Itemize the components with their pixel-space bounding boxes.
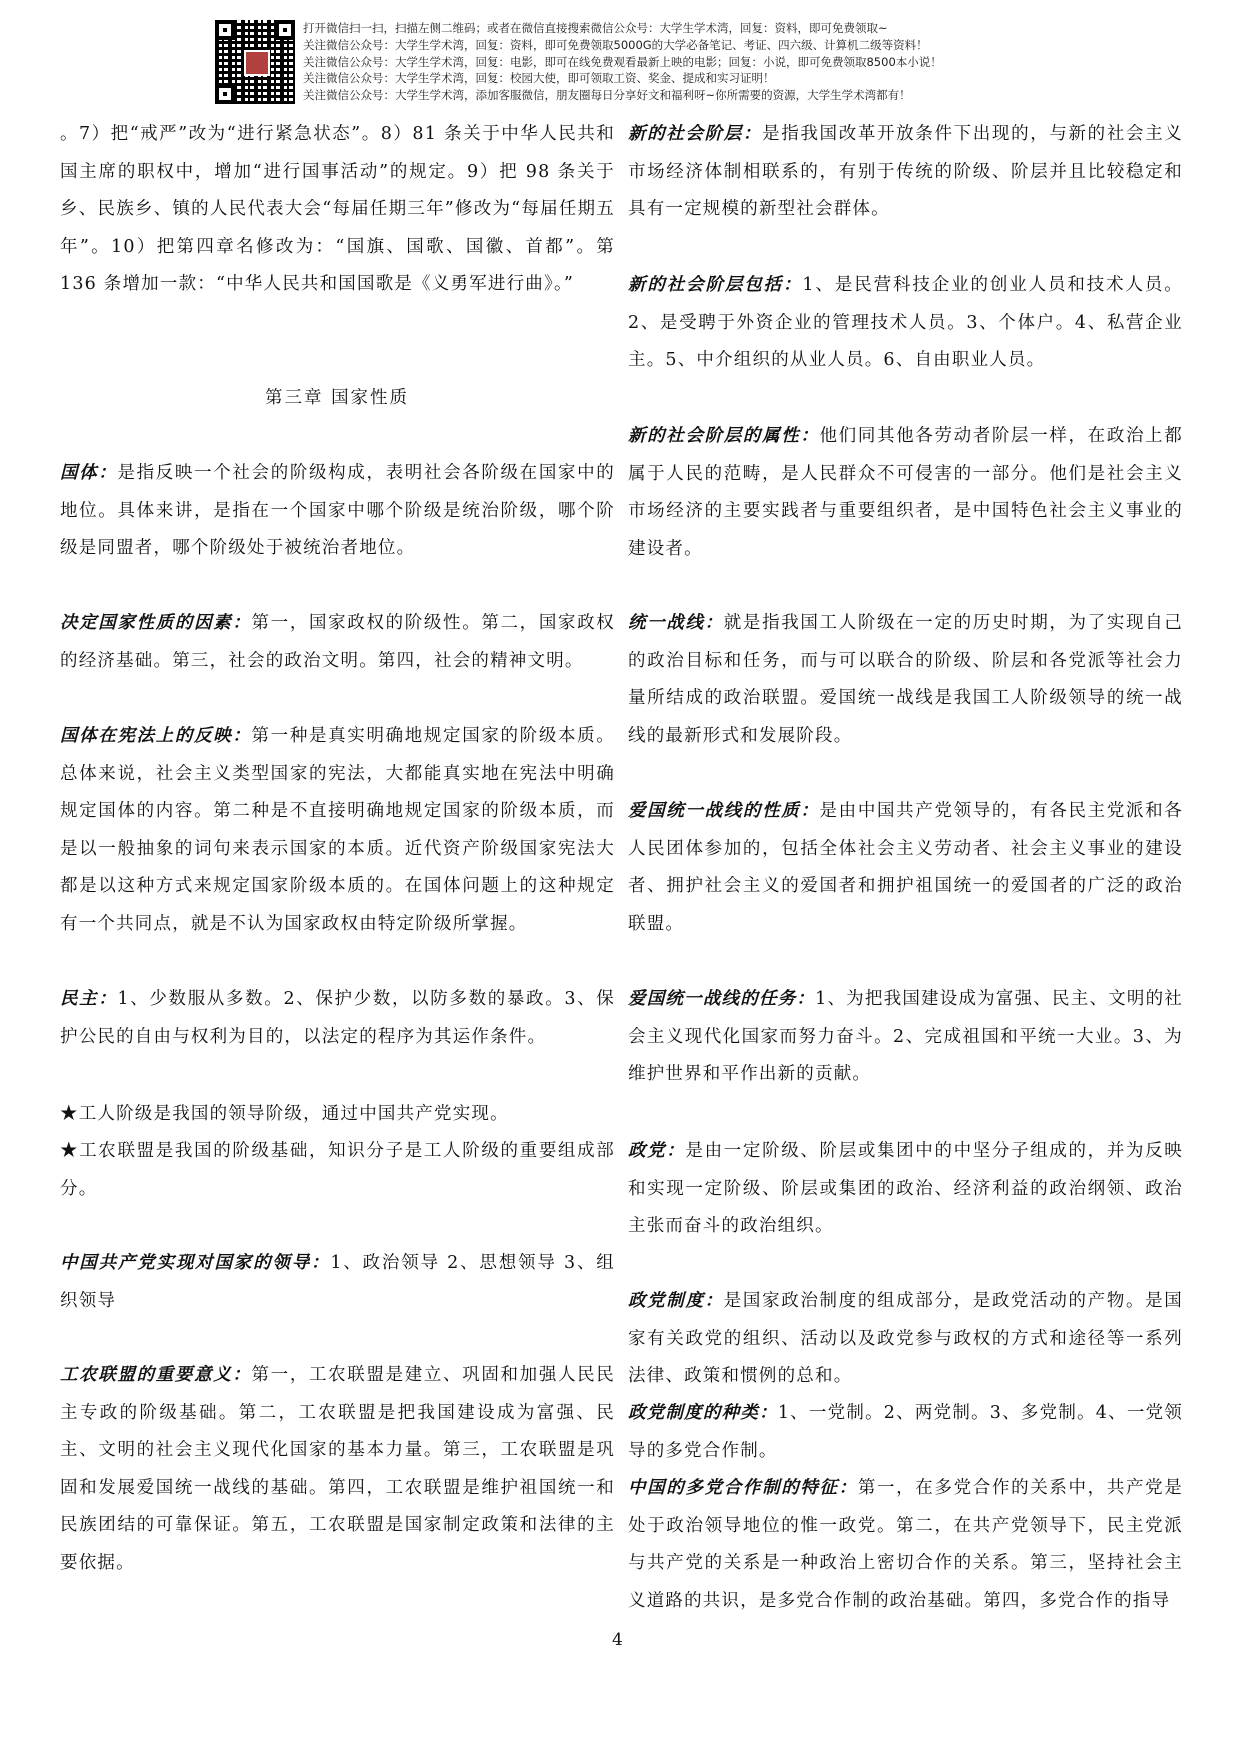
paragraph-body: ★工人阶级是我国的领导阶级，通过中国共产党实现。 [60, 1104, 509, 1124]
paragraph [60, 1133, 615, 1208]
banner-text [303, 20, 942, 106]
paragraph [60, 1245, 615, 1320]
paragraph [628, 981, 1183, 1094]
paragraph [628, 605, 1183, 755]
paragraph-body: 是指我国改革开放条件下出现的，与新的社会主义市场经济体制相联系的，有别于传统的阶级、阶层并且比较稳定和具有一定规模的新型社会群体。 [628, 124, 1183, 220]
paragraph [628, 1395, 1183, 1470]
paragraph [60, 1096, 615, 1134]
paragraph-body: 是国家政治制度的组成部分，是政党活动的产物。是国家有关政党的组织、活动以及政党参与政权的方式和途径等一系列法律、政策和惯例的总和。 [628, 1291, 1183, 1387]
term: 中国共产党实现对国家的领导： [60, 1253, 331, 1273]
banner-line: 关注微信公众号：大学生学术湾，回复：电影，即可在线免费观看最新上映的电影；回复：小说，即可免费领取8500本小说！ [303, 54, 942, 69]
paragraph-body: 1、一党制。2、两党制。3、多党制。4、一党领导的多党合作制。 [628, 1403, 1183, 1461]
paragraph-body: 是由中国共产党领导的，有各民主党派和各人民团体参加的，包括全体社会主义劳动者、社会主义事业的建设者、拥护社会主义的爱国者和拥护祖国统一的爱国者的广泛的政治联盟。 [628, 801, 1183, 934]
paragraph [628, 793, 1183, 943]
term: 国体： [60, 463, 118, 483]
qr-code [215, 20, 295, 104]
banner-line: 关注微信公众号：大学生学术湾，回复：资料，即可免费领取5000G的大学必备笔记、考证、四六级、计算机二级等资料！ [303, 37, 928, 52]
paragraph [628, 1133, 1183, 1246]
paragraph [628, 418, 1183, 568]
paragraph [60, 981, 615, 1056]
paragraph-body: 1、少数服从多数。2、保护少数，以防多数的暴政。3、保护公民的自由与权利为目的，以法定的程序为其运作条件。 [60, 989, 615, 1047]
paragraph-body: 第一种是真实明确地规定国家的阶级本质。总体来说，社会主义类型国家的宪法，大都能真实地在宪法中明确规定国体的内容。第二种是不直接明确地规定国家的阶级本质，而是以一般抽象的词句来表示国家的本质。近代资产阶级国家宪法大都是以这种方式来规定国家阶级本质的。在国体问题上的这种规定有一个共同点，就是不认为国家政权由特定阶级所掌握。 [60, 726, 615, 934]
qr-logo [244, 50, 270, 76]
paragraph-body: 是指反映一个社会的阶级构成，表明社会各阶级在国家中的地位。具体来讲，是指在一个国家中哪个阶级是统治阶级，哪个阶级是同盟者，哪个阶级处于被统治者地位。 [60, 463, 615, 559]
paragraph-body: 第一，工农联盟是建立、巩固和加强人民民主专政的阶级基础。第二，工农联盟是把我国建设成为富强、民主、文明的社会主义现代化国家的基本力量。第三，工农联盟是巩固和发展爱国统一战线的基础。第四，工农联盟是维护祖国统一和民族团结的可靠保证。第五，工农联盟是国家制定政策和法律的主要依据。 [60, 1365, 615, 1573]
paragraph-body: 。7）把“戒严”改为“进行紧急状态”。8）81 条关于中华人民共和国主席的职权中，增加“进行国事活动”的规定。9）把 98 条关于乡、民族乡、镇的人民代表大会“每届任期三年”修改为“每届任期五年”。10）把第四章名修改为：“国旗、国歌、国徽、首都”。第 136 条增加一款：“中华人民共和国国歌是《义勇军进行曲》。” [60, 124, 615, 295]
term: 统一战线： [628, 613, 724, 633]
paragraph-body: ★工农联盟是我国的阶级基础，知识分子是工人阶级的重要组成部分。 [60, 1141, 615, 1199]
term: 新的社会阶层： [628, 124, 763, 144]
term: 决定国家性质的因素： [60, 613, 252, 633]
paragraph [60, 116, 615, 304]
paragraph [628, 267, 1183, 380]
term: 政党制度的种类： [628, 1403, 778, 1423]
paragraph-body: 就是指我国工人阶级在一定的历史时期，为了实现自己的政治目标和任务，而与可以联合的阶级、阶层和各党派等社会力量所结成的政治联盟。爱国统一战线是我国工人阶级领导的统一战线的最新形式和发展阶段。 [628, 613, 1183, 746]
term: 爱国统一战线的性质： [628, 801, 820, 821]
page-number: 4 [612, 1630, 623, 1650]
term: 中国的多党合作制的特征： [628, 1478, 858, 1498]
paragraph [628, 1470, 1183, 1620]
term: 新的社会阶层包括： [628, 275, 803, 295]
paragraph [628, 1283, 1183, 1396]
paragraph [60, 1357, 615, 1583]
chapter-title: 第三章 国家性质 [265, 388, 410, 408]
paragraph-body: 1、政治领导 2、思想领导 3、组织领导 [60, 1253, 615, 1311]
paragraph-body: 1、为把我国建设成为富强、民主、文明的社会主义现代化国家而努力奋斗。2、完成祖国和平统一大业。3、为维护世界和平作出新的贡献。 [628, 989, 1183, 1085]
paragraph [60, 455, 615, 568]
header-banner [215, 20, 942, 106]
term: 民主： [60, 989, 118, 1009]
paragraph-body: 第一，在多党合作的关系中，共产党是处于政治领导地位的惟一政党。第二，在共产党领导下，民主党派与共产党的关系是一种政治上密切合作的关系。第三，坚持社会主义道路的共识，是多党合作制的政治基础。第四，多党合作的指导 [628, 1478, 1183, 1611]
term: 国体在宪法上的反映： [60, 726, 252, 746]
banner-line: 打开微信扫一扫，扫描左侧二维码；或者在微信直接搜索微信公众号：大学生学术湾，回复：资料，即可免费领取~ [303, 21, 888, 35]
paragraph [60, 718, 615, 944]
term: 新的社会阶层的属性： [628, 426, 820, 446]
paragraph [628, 116, 1183, 229]
paragraph [60, 605, 615, 680]
term: 政党： [628, 1141, 686, 1161]
term: 政党制度： [628, 1291, 724, 1311]
banner-line: 关注微信公众号：大学生学术湾，回复：校园大使，即可领取工资、奖金、提成和实习证明！ [303, 71, 775, 86]
paragraph-body: 他们同其他各劳动者阶层一样，在政治上都属于人民的范畴，是人民群众不可侵害的一部分。他们是社会主义市场经济的主要实践者与重要组织者，是中国特色社会主义事业的建设者。 [628, 426, 1183, 559]
paragraph-body: 第一，国家政权的阶级性。第二，国家政权的经济基础。第三，社会的政治文明。第四，社会的精神文明。 [60, 613, 615, 671]
paragraph-body: 1、是民营科技企业的创业人员和技术人员。2、是受聘于外资企业的管理技术人员。3、个体户。4、私营企业主。5、中介组织的从业人员。6、自由职业人员。 [628, 275, 1183, 371]
paragraph-body: 是由一定阶级、阶层或集团中的中坚分子组成的，并为反映和实现一定阶级、阶层或集团的政治、经济利益的政治纲领、政治主张而奋斗的政治组织。 [628, 1141, 1183, 1237]
term: 爱国统一战线的任务： [628, 989, 816, 1009]
term: 工农联盟的重要意义： [60, 1365, 252, 1385]
banner-line: 关注微信公众号：大学生学术湾，添加客服微信，朋友圈每日分享好文和福利呀~你所需要的资源，大学生学术湾都有！ [303, 88, 911, 103]
